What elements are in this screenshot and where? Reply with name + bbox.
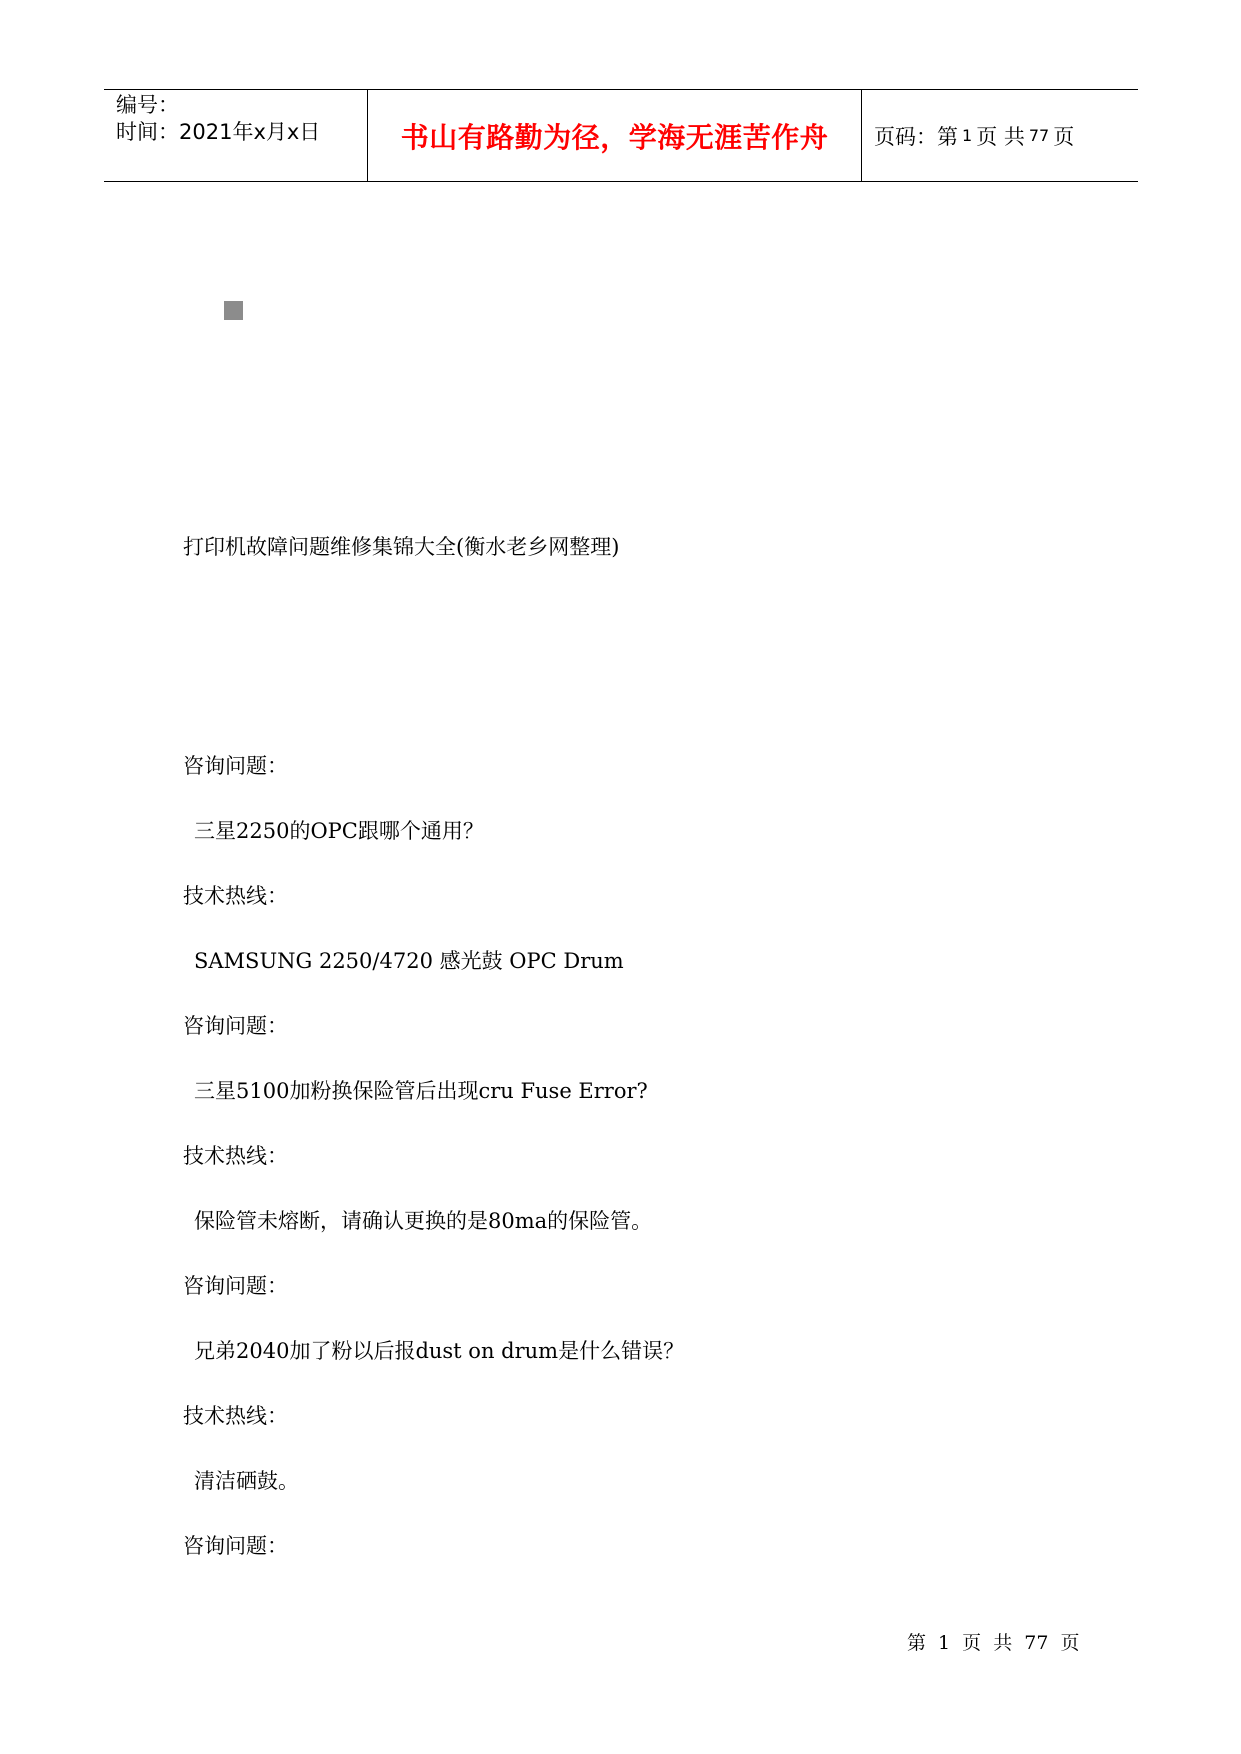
qa-list bbox=[183, 751, 1063, 1596]
hotline-label: 技术热线： bbox=[183, 884, 288, 908]
square-bullet-icon bbox=[224, 301, 243, 320]
answer-text: 保险管未熔断，请确认更换的是80ma的保险管。 bbox=[194, 1209, 653, 1233]
page-total: 77 bbox=[1028, 126, 1050, 145]
header-info-cell bbox=[104, 90, 368, 181]
page-number: 1 bbox=[962, 126, 973, 145]
hotline-label: 技术热线： bbox=[183, 1404, 288, 1428]
question-text: 三星2250的OPC跟哪个通用？ bbox=[194, 819, 484, 843]
motto-text: 书山有路勤为径，学海无涯苦作舟 bbox=[400, 120, 829, 154]
answer-text: SAMSUNG 2250/4720 感光鼓 OPC Drum bbox=[194, 949, 624, 973]
header-page-cell bbox=[862, 90, 1138, 181]
number-label: 编号： bbox=[116, 93, 179, 117]
page-header bbox=[104, 89, 1138, 182]
question-label: 咨询问题： bbox=[183, 1274, 288, 1298]
hotline-label: 技术热线： bbox=[183, 1144, 288, 1168]
page-prefix: 页码：第 bbox=[874, 124, 958, 149]
page-footer: 第 1 页 共 77 页 bbox=[907, 1632, 1080, 1654]
page-suffix: 页 bbox=[1053, 124, 1075, 149]
header-motto-cell bbox=[368, 90, 862, 181]
question-text: 兄弟2040加了粉以后报dust on drum是什么错误？ bbox=[194, 1339, 685, 1363]
document-title: 打印机故障问题维修集锦大全(衡水老乡网整理) bbox=[183, 535, 620, 559]
answer-text: 清洁硒鼓。 bbox=[194, 1469, 299, 1493]
page-mid: 页 共 bbox=[976, 124, 1025, 149]
question-text: 三星5100加粉换保险管后出现cru Fuse Error? bbox=[194, 1079, 648, 1103]
question-label: 咨询问题： bbox=[183, 1014, 288, 1038]
question-label: 咨询问题： bbox=[183, 754, 288, 778]
question-label: 咨询问题： bbox=[183, 1534, 288, 1558]
time-label: 时间：2021年x月x日 bbox=[116, 120, 321, 144]
